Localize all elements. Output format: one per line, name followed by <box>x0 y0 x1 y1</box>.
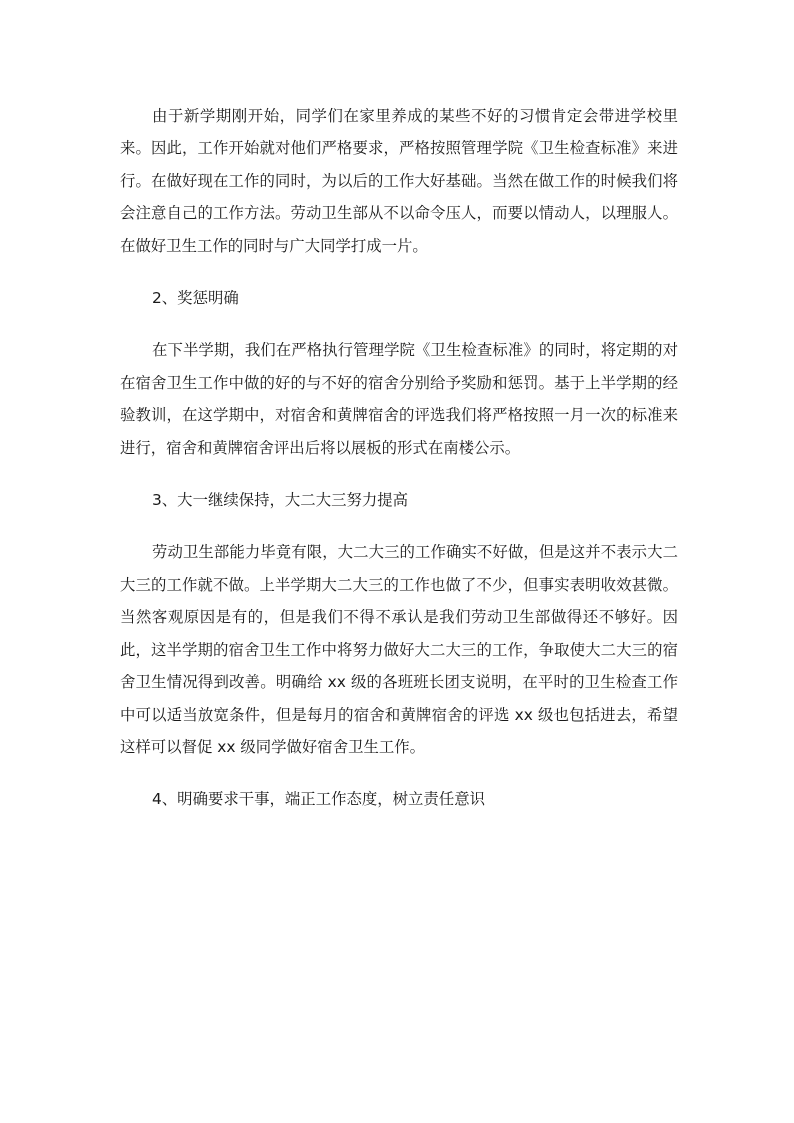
paragraph-rewards: 在下半学期，我们在严格执行管理学院《卫生检查标准》的同时，将定期的对在宿舍卫生工作中做的好的与不好的宿舍分别给予奖励和惩罚。基于上半学期的经验教训，在这学期中，对宿舍和黄牌宿舍的评选我们将严格按照一月一次的标准来进行，宿舍和黄牌宿舍评出后将以展板的形式在南楼公示。 <box>120 341 678 457</box>
heading-improvement: 3、大一继续保持，大二大三努力提高 <box>152 491 409 510</box>
heading-rewards: 2、奖惩明确 <box>152 289 239 308</box>
paragraph-improvement: 劳动卫生部能力毕竟有限，大二大三的工作确实不好做，但是这并不表示大二大三的工作就不做。上半学期大二大三的工作也做了不少，但事实表明收效甚微。当然客观原因是有的，但是我们不得不承认是我们劳动卫生部做得还不够好。因此，这半学期的宿舍卫生工作中将努力做好大二大三的工作，争取使大二大三的宿舍卫生情况得到改善。明确给 xx 级的各班班长团支说明，在平时的卫生检查工作中可以适当放宽条件，但是每月的宿舍和黄牌宿舍的评选 xx 级也包括进去，希望这样可以督促 xx 级同学做好宿舍卫生工作。 <box>120 543 678 756</box>
paragraph-habits: 由于新学期刚开始，同学们在家里养成的某些不好的习惯肯定会带进学校里来。因此，工作开始就对他们严格要求，严格按照管理学院《卫生检查标准》来进行。在做好现在工作的同时，为以后的工作大好基础。当然在做工作的时候我们将会注意自己的工作方法。劳动卫生部从不以命令压人，而要以情动人，以理服人。在做好卫生工作的同时与广大同学打成一片。 <box>120 107 678 255</box>
document-body <box>120 100 678 836</box>
heading-responsibility: 4、明确要求干事，端正工作态度，树立责任意识 <box>152 790 485 809</box>
